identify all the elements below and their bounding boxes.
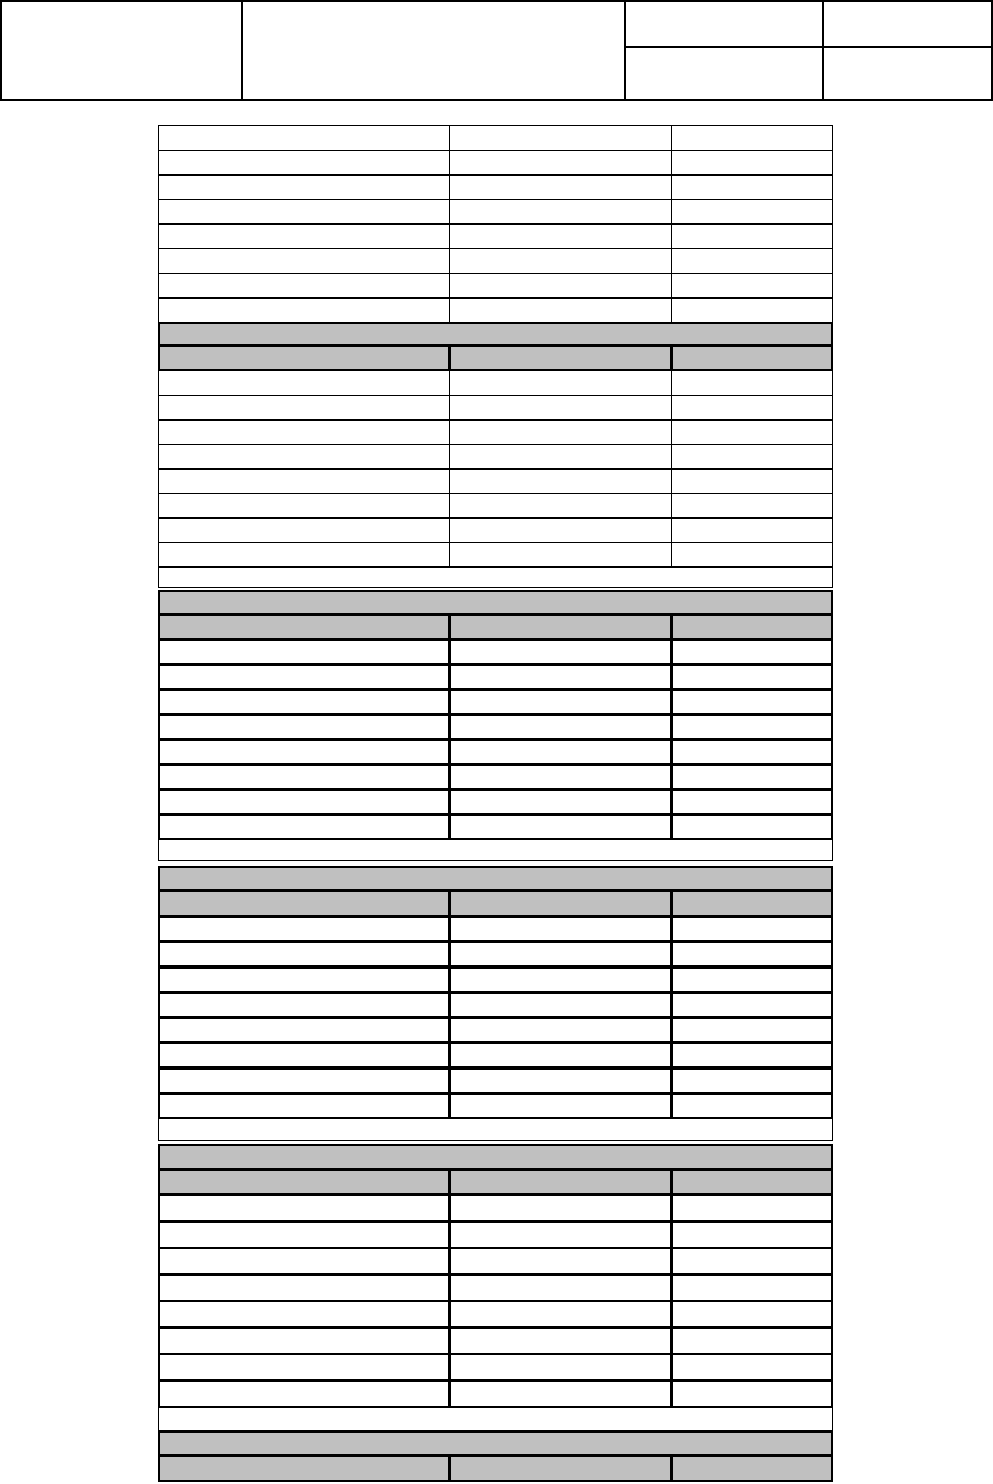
column-header [671, 345, 833, 371]
table-row [158, 814, 833, 840]
table-row [158, 992, 833, 1018]
table-cell [671, 493, 833, 519]
table-cell [158, 689, 450, 715]
section-title [158, 322, 833, 346]
header-cell-d-bottom [822, 46, 993, 101]
column-header-row [158, 1169, 833, 1195]
table-cell [158, 199, 450, 225]
table-cell [158, 468, 450, 494]
table-cell [449, 395, 672, 421]
table-cell [158, 1380, 450, 1408]
table-row [158, 1042, 833, 1068]
table-row [158, 639, 833, 665]
table-cell [671, 370, 833, 396]
table-cell [671, 1194, 833, 1222]
table-cell [158, 1017, 450, 1043]
table-row [158, 1017, 833, 1043]
table-row [158, 1247, 833, 1275]
table-cell [671, 689, 833, 715]
blank-spacer-cell [158, 1118, 833, 1141]
table-cell [158, 764, 450, 790]
table-cell [449, 967, 672, 993]
table-cell [158, 941, 450, 967]
section-title [158, 866, 833, 891]
table-row [158, 714, 833, 740]
table-cell [158, 1327, 450, 1355]
column-header [671, 614, 833, 640]
section-title-row [158, 1431, 833, 1456]
table-cell [671, 174, 833, 200]
table-cell [671, 916, 833, 942]
table-cell [671, 1093, 833, 1119]
column-header [158, 1169, 450, 1195]
table-cell [449, 1274, 672, 1302]
table-cell [158, 739, 450, 765]
table-cell [158, 1274, 450, 1302]
table-cell [671, 1300, 833, 1328]
table-cell [449, 789, 672, 815]
blank-spacer-cell [158, 566, 833, 588]
table-row [158, 1353, 833, 1381]
table-row [158, 1300, 833, 1328]
table-cell [158, 789, 450, 815]
table-cell [449, 1247, 672, 1275]
table-cell [671, 1068, 833, 1094]
table-row [158, 1093, 833, 1119]
table-cell [158, 1247, 450, 1275]
table-row [158, 223, 833, 249]
table-cell [671, 639, 833, 665]
table-cell [158, 1068, 450, 1094]
section-title [158, 590, 833, 615]
table-cell [671, 542, 833, 568]
table-row [158, 419, 833, 445]
table-cell [449, 1093, 672, 1119]
table-row [158, 664, 833, 690]
table-row [158, 1380, 833, 1408]
column-header [158, 890, 450, 917]
table-cell [671, 814, 833, 840]
table-cell [449, 542, 672, 568]
table-cell [449, 1353, 672, 1381]
table-row [158, 297, 833, 323]
section-title [158, 1431, 833, 1456]
column-header [158, 1455, 450, 1482]
column-header [671, 1169, 833, 1195]
table-cell [158, 967, 450, 993]
table-cell [671, 1017, 833, 1043]
table-row [158, 542, 833, 568]
table-cell [449, 273, 672, 299]
table-cell [671, 150, 833, 176]
table-cell [158, 493, 450, 519]
section-title [158, 1144, 833, 1170]
table-cell [449, 992, 672, 1018]
table-cell [671, 941, 833, 967]
table-cell [671, 1042, 833, 1068]
table-cell [158, 992, 450, 1018]
table-cell [158, 395, 450, 421]
table-cell [671, 1327, 833, 1355]
table-cell [671, 664, 833, 690]
column-header-row [158, 345, 833, 371]
table-cell [158, 370, 450, 396]
table-cell [671, 739, 833, 765]
section-title-row [158, 590, 833, 615]
table-cell [158, 223, 450, 249]
table-cell [449, 1068, 672, 1094]
blank-spacer-cell [158, 839, 833, 861]
table-cell [671, 1353, 833, 1381]
table-cell [449, 297, 672, 323]
column-header [449, 1455, 672, 1482]
table-cell [449, 1380, 672, 1408]
table-cell [671, 764, 833, 790]
table-cell [449, 370, 672, 396]
table-row [158, 248, 833, 274]
table-cell [158, 1221, 450, 1249]
table-row [158, 125, 833, 151]
table-cell [449, 517, 672, 543]
table-cell [449, 125, 672, 151]
table-cell [671, 714, 833, 740]
table-row [158, 1274, 833, 1302]
table-cell [449, 150, 672, 176]
table-row [158, 199, 833, 225]
table-cell [671, 1274, 833, 1302]
column-header [449, 1169, 672, 1195]
column-header [671, 890, 833, 917]
table-row [158, 1068, 833, 1094]
table-cell [158, 1300, 450, 1328]
table-cell [449, 468, 672, 494]
table-cell [158, 1194, 450, 1222]
blank-spacer-row [158, 1406, 833, 1431]
table-cell [671, 1247, 833, 1275]
section-title-row [158, 866, 833, 891]
table-cell [158, 248, 450, 274]
table-cell [671, 223, 833, 249]
table-cell [158, 125, 450, 151]
table-row [158, 273, 833, 299]
section-title-row [158, 322, 833, 346]
table-row [158, 916, 833, 942]
blank-spacer-cell [158, 1406, 833, 1431]
table-cell [158, 273, 450, 299]
table-row [158, 517, 833, 543]
table-cell [671, 419, 833, 445]
table-cell [158, 1042, 450, 1068]
table-row [158, 1194, 833, 1222]
table-cell [449, 1017, 672, 1043]
table-row [158, 941, 833, 967]
blank-spacer-row [158, 566, 833, 588]
table-cell [671, 199, 833, 225]
table-cell [449, 444, 672, 470]
table-cell [449, 199, 672, 225]
table-cell [158, 419, 450, 445]
table-cell [671, 992, 833, 1018]
table-row [158, 444, 833, 470]
column-header-row [158, 890, 833, 917]
table-cell [671, 125, 833, 151]
table-cell [158, 517, 450, 543]
table-cell [449, 223, 672, 249]
table-cell [449, 664, 672, 690]
header-cell-d-bottom-text [824, 48, 991, 56]
column-header-row [158, 1455, 833, 1482]
blank-spacer-row [158, 839, 833, 861]
table-cell [158, 664, 450, 690]
table-cell [671, 1221, 833, 1249]
table-cell [449, 493, 672, 519]
table-cell [449, 941, 672, 967]
table-cell [449, 764, 672, 790]
header-cell-d-top [822, 0, 993, 48]
table-cell [671, 789, 833, 815]
table-cell [671, 395, 833, 421]
table-cell [671, 273, 833, 299]
table-cell [671, 444, 833, 470]
table-cell [449, 814, 672, 840]
table-cell [671, 517, 833, 543]
table-cell [449, 248, 672, 274]
table-cell [671, 967, 833, 993]
blank-spacer-row [158, 1118, 833, 1141]
table-cell [671, 297, 833, 323]
table-row [158, 395, 833, 421]
table-row [158, 967, 833, 993]
table-cell [671, 248, 833, 274]
table-cell [449, 1300, 672, 1328]
table-cell [158, 639, 450, 665]
table-row [158, 1327, 833, 1355]
table-cell [671, 468, 833, 494]
header-cell-d-top-text [824, 2, 991, 10]
column-header [449, 614, 672, 640]
table-cell [449, 639, 672, 665]
table-cell [158, 444, 450, 470]
table-cell [158, 174, 450, 200]
table-cell [158, 1353, 450, 1381]
table-row [158, 689, 833, 715]
table-cell [449, 1327, 672, 1355]
table-cell [449, 174, 672, 200]
table-cell [449, 689, 672, 715]
table-cell [449, 916, 672, 942]
table-row [158, 150, 833, 176]
table-cell [158, 1093, 450, 1119]
column-header [158, 614, 450, 640]
table-row [158, 493, 833, 519]
table-cell [671, 1380, 833, 1408]
column-header [449, 345, 672, 371]
section-title-row [158, 1144, 833, 1170]
column-header [449, 890, 672, 917]
table-row [158, 370, 833, 396]
table-cell [158, 814, 450, 840]
table-cell [449, 1194, 672, 1222]
table-cell [449, 419, 672, 445]
table-cell [158, 150, 450, 176]
column-header [671, 1455, 833, 1482]
table-row [158, 1221, 833, 1249]
table-cell [449, 1042, 672, 1068]
column-header-row [158, 614, 833, 640]
table-row [158, 174, 833, 200]
column-header [158, 345, 450, 371]
table-row [158, 789, 833, 815]
table-row [158, 739, 833, 765]
table-cell [449, 739, 672, 765]
table-row [158, 468, 833, 494]
table-cell [158, 916, 450, 942]
table-cell [449, 1221, 672, 1249]
data-table-stack [158, 0, 833, 1484]
table-cell [158, 714, 450, 740]
table-cell [449, 714, 672, 740]
table-cell [158, 297, 450, 323]
table-cell [158, 542, 450, 568]
table-row [158, 764, 833, 790]
